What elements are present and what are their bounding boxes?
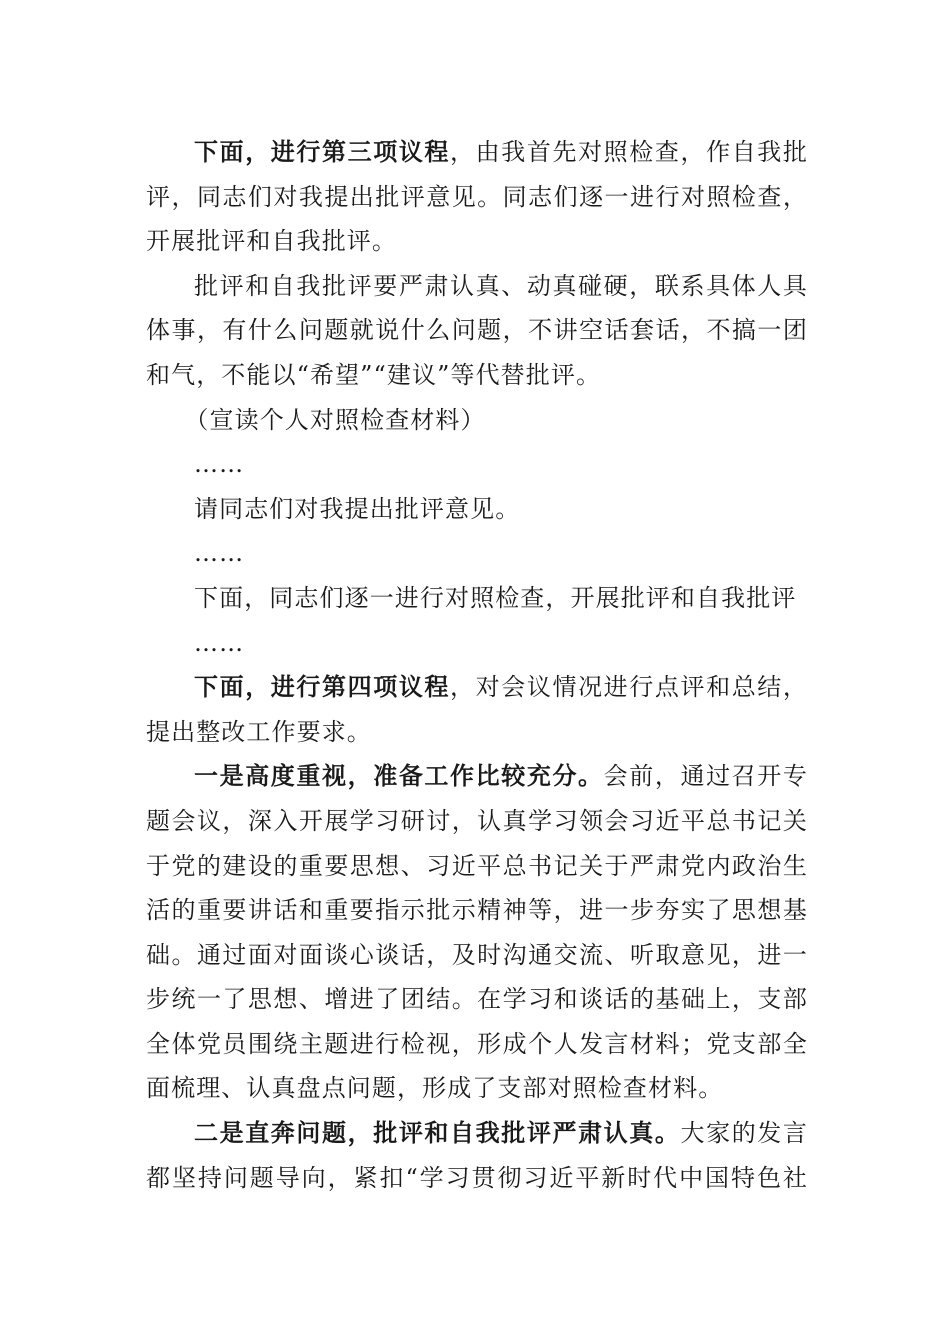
agenda-item-3-heading: 下面，进行第三项议程 <box>194 138 451 166</box>
paragraph-ellipsis-1: …… <box>194 450 245 479</box>
point-2-heading: 二是直奔问题，批评和自我批评严肃认真。 <box>194 1119 681 1148</box>
agenda-item-4-text: ，对会议情况进行点评和总结，提出整改工作要求。 <box>146 673 808 746</box>
paragraph-point-1 <box>146 754 808 1111</box>
paragraph-criticism-requirements: 批评和自我批评要严肃认真、动真碰硬，联系具体人具体事，有什么问题就说什么问题，不讲空话套话，不搞一团和气，不能以“希望”“建议”等代替批评。 <box>146 271 808 389</box>
document-body <box>146 130 808 1200</box>
agenda-item-3-text: ，由我首先对照检查，作自我批评，同志们对我提出批评意见。同志们逐一进行对照检查，开展批评和自我批评。 <box>146 138 808 256</box>
paragraph-request-opinions: 请同志们对我提出批评意见。 <box>194 494 521 523</box>
paragraph-reading-note: （宣读个人对照检查材料） <box>184 405 486 434</box>
paragraph-agenda-item-4 <box>146 665 808 754</box>
point-2-text: 大家的发言都坚持问题导向，紧扣“学习贯彻习近平新时代中国特色社 <box>146 1119 809 1192</box>
paragraph-agenda-item-3 <box>146 130 808 264</box>
point-1-text: 会前，通过召开专题会议，深入开展学习研讨，认真学习领会习近平总书记关于党的建设的重要思想、习近平总书记关于严肃党内政治生活的重要讲话和重要指示批示精神等，进一步夯实了思想基础。通过面对面谈心谈话，及时沟通交流、听取意见，进一步统一了思想、增进了团结。在学习和谈话的基础上，支部全体党员围绕主题进行检视，形成个人发言材料；党支部全面梳理、认真盘点问题，形成了支部对照检查材料。 <box>146 762 808 1103</box>
paragraph-ellipsis-2: …… <box>194 539 245 568</box>
paragraph-ellipsis-3: …… <box>194 628 245 657</box>
point-1-heading: 一是高度重视，准备工作比较充分。 <box>194 762 604 791</box>
paragraph-colleagues-review: 下面，同志们逐一进行对照检查，开展批评和自我批评 <box>194 583 797 612</box>
paragraph-point-2 <box>146 1111 808 1200</box>
agenda-item-4-heading: 下面，进行第四项议程 <box>194 673 451 702</box>
